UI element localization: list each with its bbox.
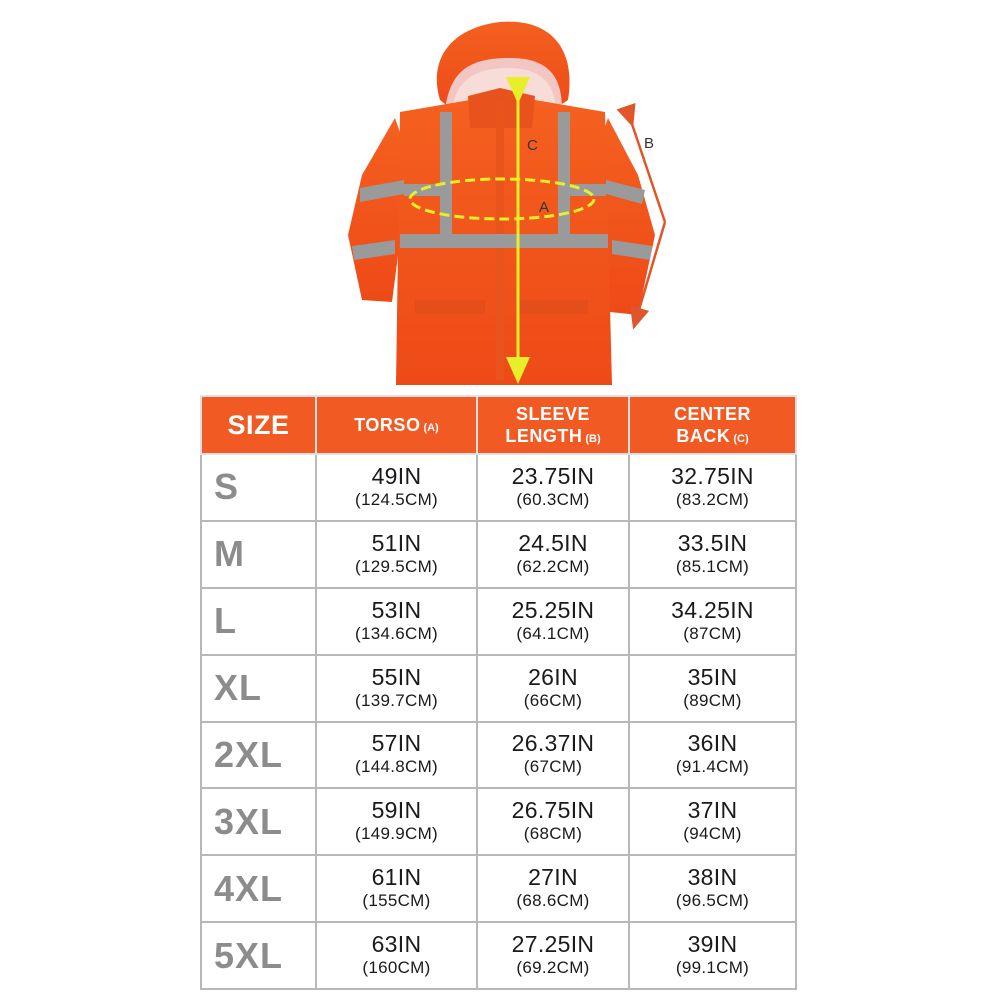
back-cell	[629, 454, 796, 521]
table-row	[201, 722, 796, 789]
sleeve-in-value: 26.37IN	[511, 730, 595, 757]
back-cell	[629, 788, 796, 855]
back-cm-value: (99.1CM)	[675, 958, 750, 978]
sleeve-cell	[477, 521, 629, 588]
sleeve-cm-value: (64.1CM)	[516, 623, 590, 643]
table-row	[201, 454, 796, 521]
header-back-line1: CENTER	[673, 404, 751, 424]
torso-cm-value: (144.8CM)	[354, 757, 438, 777]
size-label: 4XL	[214, 867, 284, 909]
back-cell	[629, 655, 796, 722]
header-size-label: SIZE	[227, 409, 290, 440]
torso-cell	[316, 922, 477, 989]
header-center-back	[629, 396, 796, 454]
sleeve-cm-value: (66CM)	[523, 690, 583, 710]
back-cm-value: (94CM)	[683, 824, 742, 844]
header-torso-label: TORSO	[354, 415, 421, 435]
torso-cm-value: (160CM)	[362, 958, 431, 978]
size-label: M	[214, 533, 245, 575]
table-row	[201, 855, 796, 922]
back-in-value: 33.5IN	[677, 529, 748, 556]
header-sleeve-ref: (B)	[585, 433, 601, 445]
size-label: L	[214, 600, 237, 642]
sleeve-in-value: 27.25IN	[511, 931, 595, 958]
back-cell	[629, 855, 796, 922]
sleeve-cm-value: (60.3CM)	[516, 489, 590, 509]
back-cm-value: (91.4CM)	[675, 757, 750, 777]
size-cell	[201, 588, 316, 655]
sleeve-in-value: 26IN	[528, 663, 578, 690]
header-torso	[316, 396, 477, 454]
size-cell	[201, 922, 316, 989]
sleeve-cell	[477, 855, 629, 922]
size-label: 3XL	[214, 800, 284, 842]
back-cm-value: (87CM)	[683, 623, 742, 643]
torso-cell	[316, 788, 477, 855]
header-sleeve-length	[477, 396, 629, 454]
size-label: S	[214, 466, 240, 508]
torso-in-value: 55IN	[371, 663, 422, 690]
sleeve-cell	[477, 788, 629, 855]
torso-cell	[316, 855, 477, 922]
back-cell	[629, 922, 796, 989]
torso-in-value: 49IN	[371, 462, 422, 489]
torso-cell	[316, 521, 477, 588]
back-in-value: 37IN	[687, 797, 738, 824]
sleeve-in-value: 26.75IN	[511, 797, 595, 824]
sleeve-in-value: 25.25IN	[511, 596, 595, 623]
header-size	[201, 396, 316, 454]
size-label: 2XL	[214, 733, 284, 775]
sleeve-cm-value: (68.6CM)	[516, 891, 590, 911]
size-cell	[201, 454, 316, 521]
back-cm-value: (85.1CM)	[675, 556, 750, 576]
back-in-value: 38IN	[687, 864, 738, 891]
sleeve-cm-value: (62.2CM)	[516, 556, 590, 576]
back-cm-value: (89CM)	[683, 690, 742, 710]
back-cell	[629, 588, 796, 655]
sleeve-in-value: 27IN	[528, 864, 578, 891]
back-in-value: 36IN	[687, 730, 738, 757]
back-in-value: 35IN	[687, 663, 738, 690]
header-torso-ref: (A)	[423, 422, 439, 434]
torso-in-value: 63IN	[371, 931, 422, 958]
torso-in-value: 53IN	[371, 596, 422, 623]
marker-b: B	[644, 135, 655, 152]
table-row	[201, 655, 796, 722]
size-cell	[201, 521, 316, 588]
torso-cm-value: (149.9CM)	[354, 824, 438, 844]
torso-in-value: 57IN	[371, 730, 422, 757]
table-row	[201, 922, 796, 989]
torso-cm-value: (129.5CM)	[354, 556, 438, 576]
torso-cm-value: (124.5CM)	[354, 489, 438, 509]
torso-cm-value: (134.6CM)	[354, 623, 438, 643]
torso-cell	[316, 454, 477, 521]
sleeve-cell	[477, 922, 629, 989]
size-cell	[201, 855, 316, 922]
back-cell	[629, 722, 796, 789]
sleeve-cell	[477, 722, 629, 789]
torso-cm-value: (139.7CM)	[354, 690, 438, 710]
back-cm-value: (83.2CM)	[675, 489, 750, 509]
sleeve-cell	[477, 454, 629, 521]
size-chart-table	[200, 395, 797, 990]
sleeve-in-value: 24.5IN	[518, 529, 588, 556]
table-header-row	[201, 396, 796, 454]
table-row	[201, 788, 796, 855]
marker-a: A	[539, 199, 550, 216]
marker-c: C	[527, 137, 538, 154]
jacket-illustration	[300, 0, 700, 392]
torso-in-value: 51IN	[371, 529, 422, 556]
back-cell	[629, 521, 796, 588]
sleeve-cm-value: (69.2CM)	[516, 958, 590, 978]
back-in-value: 34.25IN	[671, 596, 754, 623]
sleeve-cell	[477, 588, 629, 655]
size-cell	[201, 722, 316, 789]
size-label: 5XL	[214, 934, 284, 976]
table-row	[201, 521, 796, 588]
table-row	[201, 588, 796, 655]
header-sleeve-line2: LENGTH	[505, 426, 583, 446]
back-in-value: 32.75IN	[671, 462, 754, 489]
torso-cell	[316, 588, 477, 655]
back-in-value: 39IN	[687, 931, 738, 958]
sleeve-cm-value: (67CM)	[523, 757, 583, 777]
torso-cm-value: (155CM)	[362, 891, 431, 911]
torso-in-value: 59IN	[371, 797, 422, 824]
size-cell	[201, 655, 316, 722]
sleeve-cm-value: (68CM)	[523, 824, 583, 844]
size-label: XL	[214, 667, 263, 709]
torso-cell	[316, 655, 477, 722]
sleeve-cell	[477, 655, 629, 722]
torso-in-value: 61IN	[371, 864, 422, 891]
torso-cell	[316, 722, 477, 789]
header-back-ref: (C)	[733, 433, 749, 445]
back-cm-value: (96.5CM)	[675, 891, 750, 911]
sleeve-in-value: 23.75IN	[511, 462, 595, 489]
header-back-line2: BACK	[676, 426, 731, 446]
header-sleeve-line1: SLEEVE	[515, 404, 591, 424]
size-cell	[201, 788, 316, 855]
